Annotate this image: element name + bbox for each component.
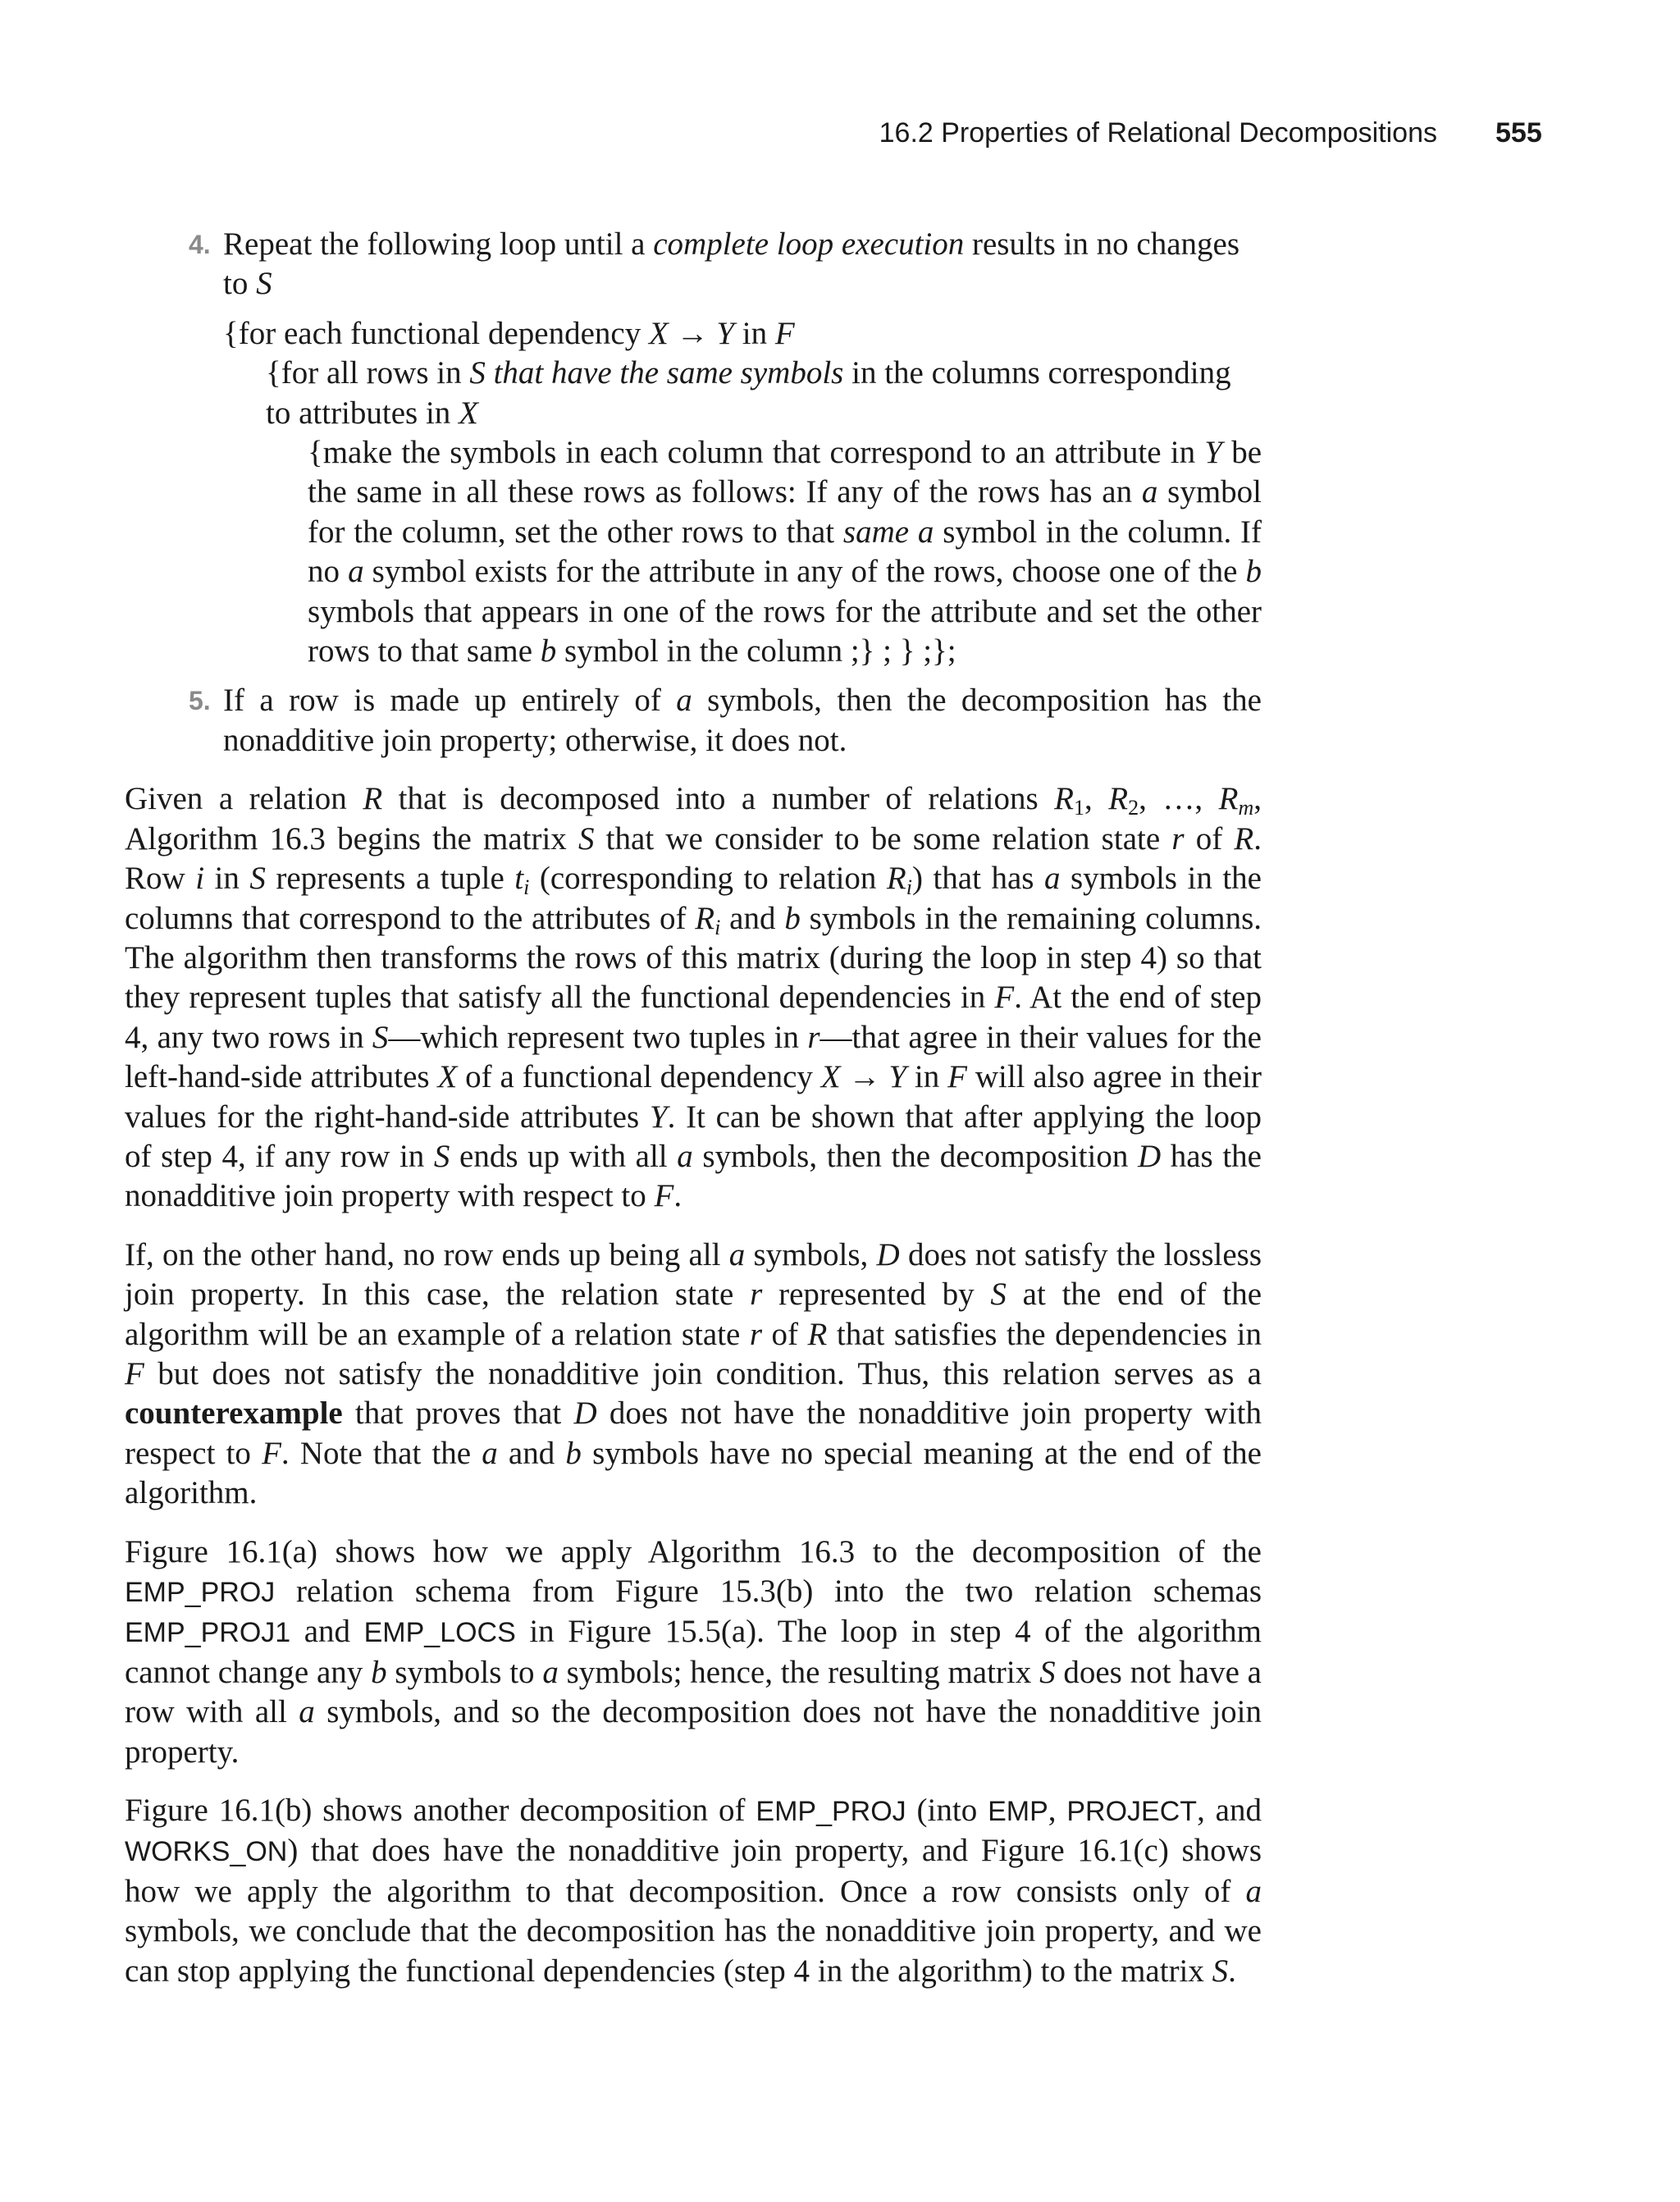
- paragraph: If, on the other hand, no row ends up being all a symbols, D does not satisfy the lossless join property. In this case, the relation state r represented by S at the end of the algorithm will be an example of a relation state r of R that satisfies the dependencies in F but does not satisfy the nonadditive join condition. Thus, this relation serves as a counterexample that proves that D does not have the nonadditive join property with respect to F. Note that the a and b symbols have no special meaning at the end of the algorithm.: [125, 1236, 1262, 1511]
- loop-make-symbols: {make the symbols in each column that correspond to an attribute in Y be the same in all these rows as follows: If any of the rows has an a symbol for the column, set the other rows to that same a symbol in the column. If no a symbol exists for the attribute in any of the rows, choose one of the b symbols that appears in one of the rows for the attribute and set the other rows to that same b symbol in the column ;} ; } ;};: [308, 435, 1262, 669]
- paragraph: Figure 16.1(b) shows another decomposition of EMP_PROJ (into EMP, PROJECT, and WORKS_ON) that does have the nonadditive join property, and Figure 16.1(c) shows how we apply the algorithm to that decomposition. Once a row consists only of a symbols, we conclude that the decomposition has the nonadditive join property, and we can stop applying the functional dependencies (step 4 in the algorithm) to the matrix S.: [125, 1793, 1262, 1989]
- loop-for-each-fd: {for each functional dependency X → Y in F: [223, 315, 795, 351]
- section-title: 16.2 Properties of Relational Decompositions: [879, 117, 1437, 148]
- counterexample-term: counterexample: [125, 1396, 343, 1432]
- paragraph: Given a relation R that is decomposed into a number of relations $R_1$, $R_2$, …, $R_m$, Algorithm 16.3 begins the matrix S that we consider to be some relation state r of R. Row i in S represents a tuple $t_i$ (corresponding to relation $R_i$) that has a symbols in the columns that correspond to the attributes of $R_i$ and b symbols in the remaining columns. The algorithm then transforms the rows of this matrix (during the loop in step 4) so that they represent tuples that satisfy all the functional dependencies in F. At the end of step 4, any two rows in S—which represent two tuples in r—that agree in their values for the left-hand-side attributes X of a functional dependency X → Y in F will also agree in their values for the right-hand-side attributes Y. It can be shown that after applying the loop of step 4, if any row in S ends up with all a symbols, then the decomposition D has the nonadditive join property with respect to F.: [125, 781, 1262, 1214]
- loop-for-all-rows: {for all rows in S that have the same symbols in the columns corresponding to attributes in X: [266, 355, 1231, 431]
- step-number: 4.: [189, 230, 211, 259]
- paragraph: Figure 16.1(a) shows how we apply Algorithm 16.3 to the decomposition of the EMP_PROJ relation schema from Figure 15.3(b) into the two relation schemas EMP_PROJ1 and EMP_LOCS in Figure 15.5(a). The loop in step 4 of the algorithm cannot change any b symbols to a symbols; hence, the resulting matrix S does not have a row with all a symbols, and so the decomposition does not have the nonadditive join property.: [125, 1533, 1262, 1770]
- running-header: [0, 117, 1680, 158]
- algorithm-step-4: [125, 225, 1262, 304]
- step-4-text: Repeat the following loop until a complete loop execution results in no changes to S: [223, 226, 1240, 302]
- page-body: [125, 225, 1262, 2010]
- page-number: 555: [1495, 117, 1542, 148]
- step-number: 5.: [189, 686, 211, 716]
- algorithm-step-5: 5. If a row is made up entirely of a symbols, then the decomposition has the nonadditive join property; otherwise, it does not.: [189, 683, 1262, 758]
